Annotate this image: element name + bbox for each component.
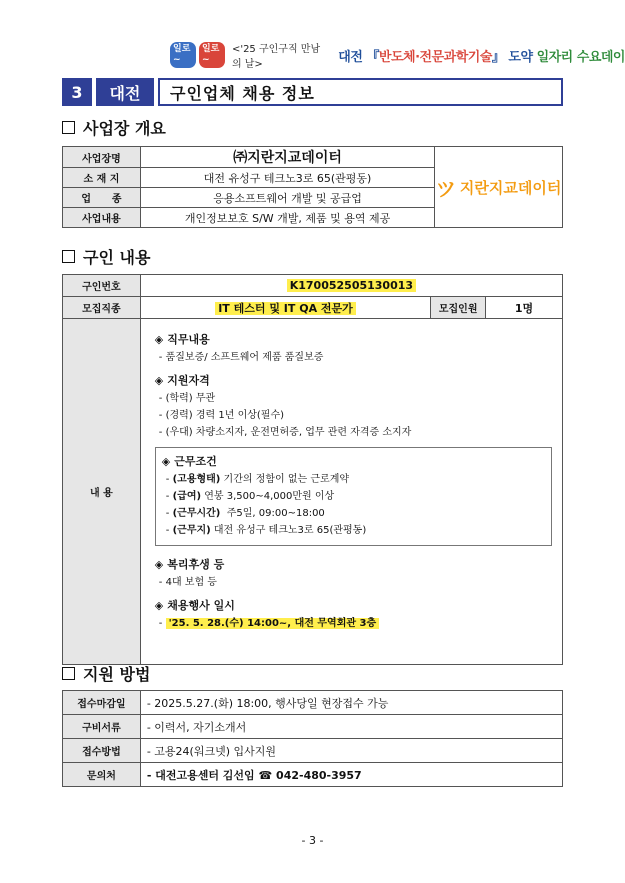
work-line: - (급여) 연봉 3,500~4,000만원 이상 — [165, 491, 335, 502]
event-title: ◈ 채용행사 일시 — [154, 599, 235, 612]
job-title: IT 테스터 및 IT QA 전문가 — [140, 297, 430, 319]
table-row — [63, 147, 563, 168]
banner-title: 대전 『반도체·전문과학기술』 도약 일자리 수요데이 — [338, 49, 625, 65]
diamond-bullet-icon: ◈ — [154, 558, 164, 571]
qual-line: - (학력) 무관 — [158, 393, 216, 404]
company-table — [62, 146, 563, 228]
diamond-bullet-icon: ◈ — [154, 599, 164, 612]
company-logo — [435, 147, 563, 228]
method-value: - 고용24(워크넷) 입사지원 — [140, 739, 562, 763]
event-line: - '25. 5. 28.(수) 14:00~, 대전 무역회관 3층 — [159, 618, 552, 630]
section-number: 3 — [62, 78, 92, 106]
row-label: 업 종 — [63, 188, 141, 208]
work-conditions-box — [155, 447, 552, 546]
welfare-title: ◈ 복리후생 등 — [154, 558, 225, 571]
row-label: 모집직종 — [63, 297, 141, 319]
table-row — [63, 319, 563, 665]
checkbox-square-icon — [62, 250, 75, 263]
table-row — [63, 739, 563, 763]
table-row — [63, 763, 563, 787]
documents-value: - 이력서, 자기소개서 — [140, 715, 562, 739]
badge-1: 일로~ — [170, 42, 196, 68]
smile-logo-icon: ツ — [435, 176, 456, 201]
row-label: 구인번호 — [63, 275, 141, 297]
work-line: - (근무시간) 주5일, 09:00~18:00 — [165, 508, 325, 519]
table-row — [63, 715, 563, 739]
company-name: ㈜지란지교데이터 — [140, 147, 434, 168]
row-label: 구비서류 — [63, 715, 141, 739]
row-label: 사업내용 — [63, 208, 141, 228]
row-label: 내 용 — [63, 319, 141, 665]
row-label: 접수방법 — [63, 739, 141, 763]
diamond-bullet-icon: ◈ — [154, 333, 164, 346]
recruit-id: K170052505130013 — [140, 275, 562, 297]
row-label: 접수마감일 — [63, 691, 141, 715]
checkbox-square-icon — [62, 667, 75, 680]
welfare-line: - 4대 보험 등 — [158, 577, 217, 588]
work-title: ◈ 근무조건 — [161, 455, 217, 468]
page-number: - 3 - — [301, 834, 324, 847]
duty-line: - 품질보증/ 소프트웨어 제품 품질보증 — [158, 352, 324, 363]
work-line: - (근무지) 대전 유성구 테크노3로 65(관평동) — [165, 525, 367, 536]
work-line: - (고용형태) 기간의 정함이 없는 근로계약 — [165, 474, 350, 485]
recruit-heading: 구인 내용 — [62, 245, 150, 268]
deadline-value: - 2025.5.27.(화) 18:00, 행사당일 현장접수 가능 — [140, 691, 562, 715]
table-row — [63, 297, 563, 319]
section-heading: 구인업체 채용 정보 — [158, 78, 563, 106]
contact-value: - 대전고용센터 김선임 ☎ 042-480-3957 — [140, 763, 562, 787]
apply-table — [62, 690, 563, 787]
row-label: 사업장명 — [63, 147, 141, 168]
diamond-bullet-icon: ◈ — [161, 455, 171, 468]
diamond-bullet-icon: ◈ — [154, 374, 164, 387]
row-label: 문의처 — [63, 763, 141, 787]
qual-line: - (우대) 차량소지자, 운전면허증, 업무 관련 자격증 소지자 — [158, 427, 412, 438]
section-title — [62, 78, 563, 106]
qual-line: - (경력) 경력 1년 이상(필수) — [158, 410, 285, 421]
table-row — [63, 275, 563, 297]
badge-2: 일로~ — [199, 42, 225, 68]
apply-heading: 지원 방법 — [62, 662, 150, 685]
logo-text: 지란지교데이터 — [459, 178, 562, 197]
count-label: 모집인원 — [431, 297, 486, 319]
recruit-content — [140, 319, 562, 665]
company-industry: 응용소프트웨어 개발 및 공급업 — [140, 188, 434, 208]
row-label: 소 재 지 — [63, 168, 141, 188]
company-address: 대전 유성구 테크노3로 65(관평동) — [140, 168, 434, 188]
count-value: 1명 — [486, 297, 563, 319]
company-business: 개인정보보호 S/W 개발, 제품 및 용역 제공 — [140, 208, 434, 228]
qual-title: ◈ 지원자격 — [154, 374, 210, 387]
section-city: 대전 — [96, 78, 154, 106]
checkbox-square-icon — [62, 121, 75, 134]
duties-title: ◈ 직무내용 — [154, 333, 210, 346]
banner-subtitle: <'25 구인구직 만남의 날> — [231, 44, 321, 70]
recruit-table — [62, 274, 563, 665]
top-banner — [170, 40, 625, 70]
company-overview-heading: 사업장 개요 — [62, 116, 166, 139]
table-row — [63, 691, 563, 715]
